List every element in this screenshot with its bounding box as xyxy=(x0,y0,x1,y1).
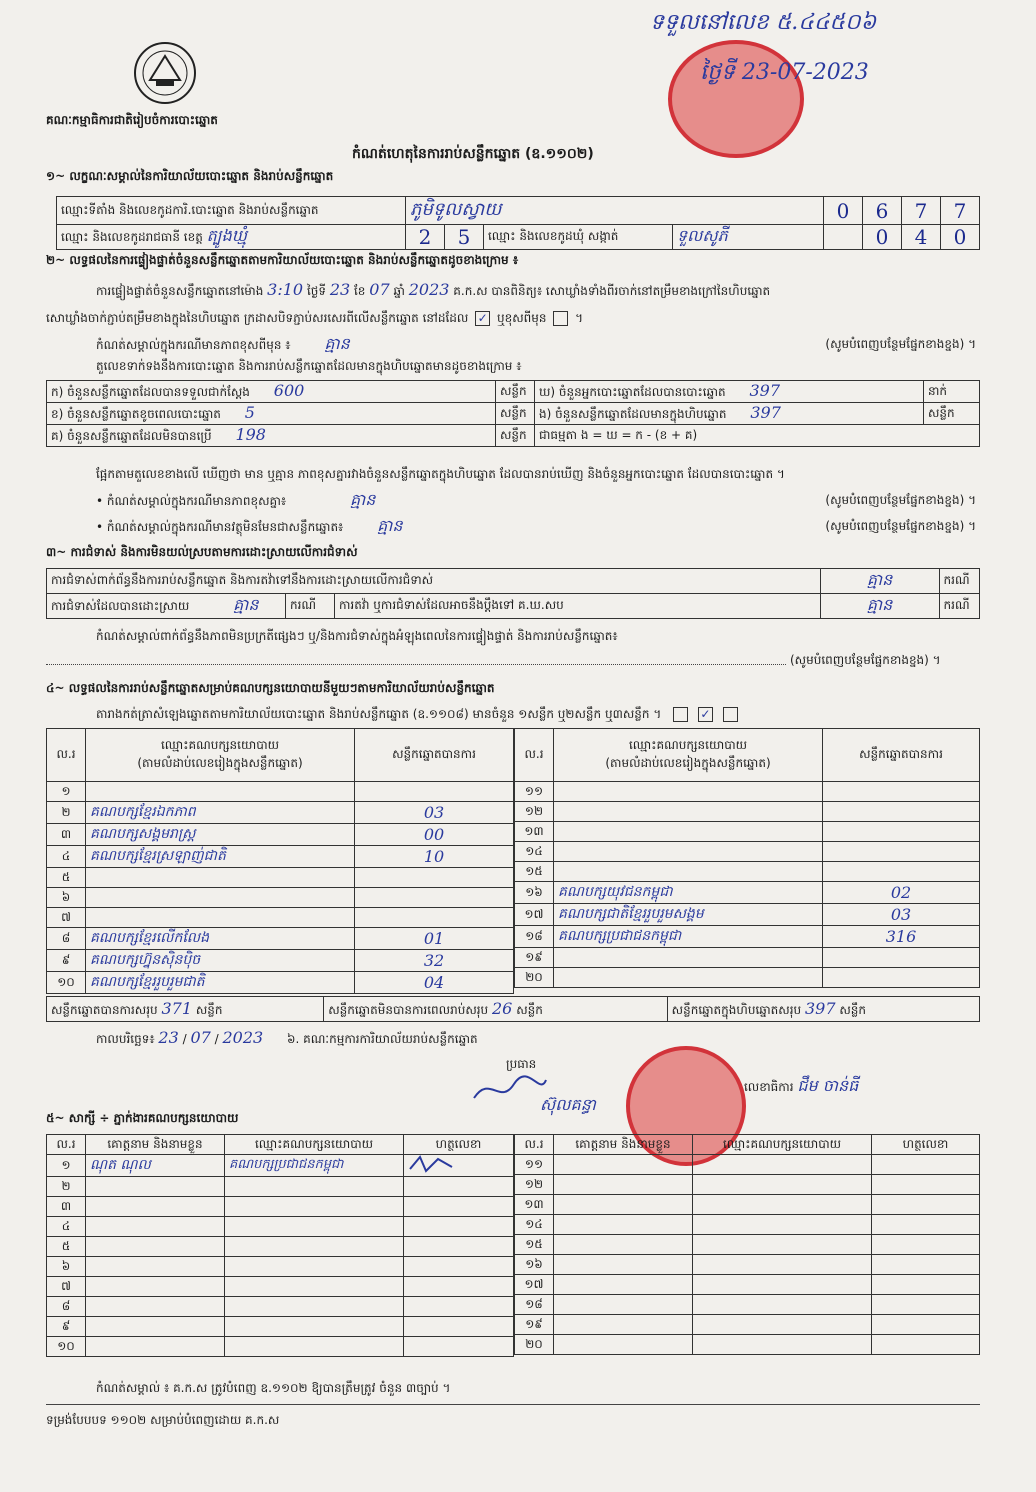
witness-signature xyxy=(872,1175,980,1195)
party-votes xyxy=(355,782,514,802)
witness-signature xyxy=(404,1277,514,1297)
row-number: ៣ xyxy=(47,1197,86,1217)
row-number: ១៧ xyxy=(515,1275,554,1295)
row-number: ១៨ xyxy=(515,926,554,948)
party-name: គណបក្សហ្វ៊ុនស៊ិនប៉ិច xyxy=(86,950,355,972)
party-votes: 316 xyxy=(823,926,980,948)
location-label: ឈ្មោះទីតាំង និងលេខកូដការិ.បោះឆ្នោត និងរាប់សន្លឹកឆ្នោត xyxy=(57,197,406,225)
witness-signature xyxy=(404,1257,514,1277)
code-digit: 0 xyxy=(824,197,863,225)
sheet2-checkbox[interactable]: ✓ xyxy=(698,707,713,722)
row-number: ១១ xyxy=(515,782,554,802)
row-number: ៤ xyxy=(47,846,86,868)
different-checkbox[interactable] xyxy=(553,311,568,326)
witness-signature xyxy=(872,1195,980,1215)
party-votes xyxy=(823,782,980,802)
formula: ជាធម្មតា ង = ឃ = ក - (ខ + គ) xyxy=(535,425,980,447)
party-name xyxy=(554,822,823,842)
objection-table: ការជំទាស់ពាក់ព័ន្ធនឹងការរាប់សន្លឹកឆ្នោត និងការតវ៉ាទៅនឹងការដោះស្រាយលើការជំទាស់ គ្មាន ករណី ការជំទាស់ដែលបានដោះស្រាយ គ្មាន ករណី ការតវ៉ា ឬការជំទាស់ដែលអាចនឹងប្តឹងទៅ គ.ឃ.សប គ្មាន ករណី xyxy=(46,568,980,619)
difference-line: ផ្អែកតាមតួលេខខាងលើ ឃើញថា មាន ឬគ្មាន ភាពខុសគ្នារវាងចំនួនសន្លឹកឆ្នោតក្នុងហិបឆ្នោត ដែលបានរាប់ឃើញ និងចំនួនអ្នកបោះឆ្នោត ដែលបានបោះឆ្នោត ។ xyxy=(96,467,785,481)
row-number: ៧ xyxy=(47,1277,86,1297)
party-results-left: ល.រ ឈ្មោះគណបក្សនយោបាយ (តាមលំដាប់លេខរៀងក្នុងសន្លឹកឆ្នោត) សន្លឹកឆ្នោតបានការ ១ ២ គណបក្សខ្មែរឯកភាព 03 ៣ គណបក្សសង្គមរាស្ត្រ 00 ៤ គណបក្សខ្មែរស្រឡាញ់ជាតិ 10 ៥ ៦ ៧ ៨ គណបក្សខ្មែរលើកលែង 01 ៩ គណបក្សហ្វ៊ុនស៊ិនប៉ិច 32 ១០ គណបក្សខ្មែររួបរួមជាតិ 04 xyxy=(46,728,514,994)
witness-party xyxy=(693,1175,872,1195)
section1-heading: ១~ លក្ខណៈសម្គាល់នៃការិយាល័យបោះឆ្នោត និងរាប់សន្លឹកឆ្នោត xyxy=(46,169,334,183)
witness-party xyxy=(225,1257,404,1277)
party-votes: 03 xyxy=(355,802,514,824)
party-name: គណបក្សខ្មែរស្រឡាញ់ជាតិ xyxy=(86,846,355,868)
sheet3-checkbox[interactable] xyxy=(723,707,738,722)
same-checkbox[interactable]: ✓ xyxy=(475,311,490,326)
row-number: ១៧ xyxy=(515,904,554,926)
party-votes: 01 xyxy=(355,928,514,950)
party-name: គណបក្សជាតិខ្មែររួបរួមសង្គម xyxy=(554,904,823,926)
party-row xyxy=(47,972,514,994)
party-votes: 00 xyxy=(355,824,514,846)
witness-signature xyxy=(872,1295,980,1315)
witness-party xyxy=(693,1275,872,1295)
witness-signature xyxy=(872,1315,980,1335)
footer-divider xyxy=(46,1404,980,1405)
nec-emblem-icon xyxy=(132,40,198,106)
witness-row xyxy=(515,1175,980,1195)
witness-party xyxy=(693,1295,872,1315)
party-name xyxy=(554,802,823,822)
province-digit: 5 xyxy=(445,225,484,250)
party-votes xyxy=(823,948,980,968)
witness-party xyxy=(225,1337,404,1357)
party-votes: 32 xyxy=(355,950,514,972)
commune-value: ទួលសូភី xyxy=(673,225,824,250)
date-line: កាលបរិច្ឆេទ៖ 23 / 07 / 2023 ៦. គណៈកម្មការការិយាល័យរាប់សន្លឹកឆ្នោត xyxy=(96,1028,478,1047)
party-row xyxy=(47,868,514,888)
party-row xyxy=(515,904,980,926)
witness-name xyxy=(554,1195,693,1215)
total-invalid: 26 xyxy=(492,998,513,1018)
row-number: ១៤ xyxy=(515,1215,554,1235)
party-row xyxy=(47,950,514,972)
appeal-count: គ្មាន xyxy=(820,594,939,619)
party-name xyxy=(554,968,823,988)
chair-label: ប្រធាន xyxy=(506,1057,537,1071)
witness-row xyxy=(47,1217,514,1237)
witness-name xyxy=(554,1255,693,1275)
witness-name xyxy=(86,1337,225,1357)
row-number: ៦ xyxy=(47,888,86,908)
witness-signature xyxy=(404,1177,514,1197)
total-in-box: 397 xyxy=(804,998,836,1018)
party-row xyxy=(47,782,514,802)
witness-row xyxy=(515,1315,980,1335)
witness-row xyxy=(515,1195,980,1215)
commune-digit: 0 xyxy=(863,225,902,250)
code-digit: 7 xyxy=(941,197,980,225)
party-name xyxy=(86,888,355,908)
received-date: ថ្ងៃទី 23-07-2023 xyxy=(700,60,869,85)
witness-row xyxy=(47,1155,514,1177)
row-number: ៤ xyxy=(47,1217,86,1237)
page-title: កំណត់ហេតុនៃការរាប់សន្លឹកឆ្នោត (ឧ.១១០២) xyxy=(352,146,594,162)
row-number: ២ xyxy=(47,802,86,824)
ballot-count-table: ក) ចំនួនសន្លឹកឆ្នោតដែលបានទទួលជាក់ស្តែង 600 សន្លឹក ឃ) ចំនួនអ្នកបោះឆ្នោតដែលបានបោះឆ្នោត 397 នាក់ ខ) ចំនួនសន្លឹកឆ្នោតខូចពេលបោះឆ្នោត 5 សន្លឹក ង) ចំនួនសន្លឹកឆ្នោតដែលមានក្នុងហិបឆ្នោត 397 សន្លឹក គ) ចំនួនសន្លឹកឆ្នោតដែលមិនបានប្រើ 198 សន្លឹក ជាធម្មតា ង = ឃ = ក - (ខ + គ) xyxy=(46,380,980,447)
party-name xyxy=(554,782,823,802)
witness-name xyxy=(554,1215,693,1235)
row-number: ១២ xyxy=(515,1175,554,1195)
party-name xyxy=(86,908,355,928)
row-number: ១៩ xyxy=(515,1315,554,1335)
commune-label: ឈ្មោះ និងលេខកូដឃុំ សង្កាត់ xyxy=(484,225,673,250)
footnote: កំណត់សម្គាល់ ៖ គ.ក.ស ត្រូវបំពេញ ឧ.១១០២ ឱ្យបានត្រឹមត្រូវ ចំនួន ៣ច្បាប់ ។ xyxy=(96,1381,451,1395)
row-number: ៦ xyxy=(47,1257,86,1277)
witness-row xyxy=(47,1237,514,1257)
received-ballots: ក) ចំនួនសន្លឹកឆ្នោតដែលបានទទួលជាក់ស្តែង 600 xyxy=(47,381,496,403)
irregularity-note: កំណត់សម្គាល់ពាក់ព័ន្ធនឹងភាពមិនប្រក្រតីផ្សេងៗ ឬ/និងការជំទាស់ក្នុងអំឡុងពេលនៃការផ្ទៀងផ្ទាត់ និងការរាប់សន្លឹកឆ្នោត៖ xyxy=(96,629,618,643)
secretary-name: ជឹម ចាន់ធី xyxy=(797,1076,859,1095)
section2-heading: ២~ លទ្ធផលនៃការផ្ទៀងផ្ទាត់ចំនួនសន្លឹកឆ្នោតតាមការិយាល័យបោះឆ្នោត និងរាប់សន្លឹកឆ្នោតដូចខាងក្រោម ៖ xyxy=(46,253,519,267)
witness-party xyxy=(225,1277,404,1297)
witness-signature xyxy=(872,1215,980,1235)
witness-name xyxy=(86,1177,225,1197)
party-results-right: ល.រ ឈ្មោះគណបក្សនយោបាយ (តាមលំដាប់លេខរៀងក្នុងសន្លឹកឆ្នោត) សន្លឹកឆ្នោតបានការ ១១ ១២ ១៣ ១៤ ១៥ ១៦ គណបក្សយុវជនកម្ពុជា 02 ១៧ គណបក្សជាតិខ្មែររួបរួមសង្គម 03 ១៨ គណបក្សប្រជាជនកម្ពុជា 316 ១៩ ២០ xyxy=(514,728,980,988)
party-row xyxy=(515,968,980,988)
secretary-line: លេខាធិការ ជឹម ចាន់ធី xyxy=(744,1076,859,1095)
witness-name xyxy=(86,1257,225,1277)
verify-day: 23 xyxy=(329,280,351,299)
row-number: ២០ xyxy=(515,1335,554,1355)
row-number: ១០ xyxy=(47,1337,86,1357)
province-digit: 2 xyxy=(406,225,445,250)
row-number: ១៣ xyxy=(515,822,554,842)
witness-party xyxy=(225,1297,404,1317)
party-votes xyxy=(355,888,514,908)
party-name xyxy=(554,948,823,968)
party-name xyxy=(86,782,355,802)
row-number: ១៤ xyxy=(515,842,554,862)
witness-name xyxy=(554,1335,693,1355)
witness-party xyxy=(693,1195,872,1215)
numbers-intro: តួលេខទាក់ទងនឹងការបោះឆ្នោត និងការរាប់សន្លឹកឆ្នោតដែលមានក្នុងហិបឆ្នោតមានដូចខាងក្រោម ៖ xyxy=(96,359,522,373)
witness-party xyxy=(693,1155,872,1175)
party-row xyxy=(515,782,980,802)
totals-row: សន្លឹកឆ្នោតបានការសរុប 371 សន្លឹក សន្លឹកឆ្នោតមិនបានការពេលរាប់សរុប 26 សន្លឹក សន្លឹកឆ្នោតក្នុងហិបឆ្នោតសរុប 397 សន្លឹក xyxy=(46,996,980,1022)
row-number: ៩ xyxy=(47,1317,86,1337)
party-row xyxy=(515,862,980,882)
witness-row xyxy=(515,1335,980,1355)
row-number: ៨ xyxy=(47,928,86,950)
witness-signature xyxy=(404,1237,514,1257)
party-votes xyxy=(355,868,514,888)
witness-signature xyxy=(872,1275,980,1295)
witness-signature xyxy=(872,1155,980,1175)
witness-signature xyxy=(404,1197,514,1217)
witness-party xyxy=(225,1177,404,1197)
witness-party xyxy=(225,1217,404,1237)
province-label: ឈ្មោះ និងលេខកូដរាជធានី ខេត្ត ត្បូងឃ្មុំ xyxy=(57,225,406,250)
party-votes: 03 xyxy=(823,904,980,926)
witness-party xyxy=(693,1215,872,1235)
witness-name xyxy=(554,1155,693,1175)
row-number: ៣ xyxy=(47,824,86,846)
row-number: ៩ xyxy=(47,950,86,972)
party-row xyxy=(47,928,514,950)
party-row xyxy=(515,948,980,968)
party-name: គណបក្សយុវជនកម្ពុជា xyxy=(554,882,823,904)
party-name: គណបក្សសង្គមរាស្ត្រ xyxy=(86,824,355,846)
witness-row xyxy=(515,1255,980,1275)
row-number: ១១ xyxy=(515,1155,554,1175)
witness-party xyxy=(693,1335,872,1355)
witness-party xyxy=(693,1235,872,1255)
section3-heading: ៣~ ការជំទាស់ និងការមិនយល់ស្របតាមការដោះស្រាយលើការជំទាស់ xyxy=(46,545,358,559)
party-votes: 10 xyxy=(355,846,514,868)
election-form-page: គណៈកម្មាធិការជាតិរៀបចំការបោះឆ្នោត ទទួលនៅលេខ ៥.៤៤៥០៦ ថ្ងៃទី 23-07-2023 កំណត់ហេតុនៃការរាប់សន្លឹកឆ្នោត (ឧ.១១០២) ១~ លក្ខណៈសម្គាល់នៃការិយាល័យបោះឆ្នោត និងរាប់សន្លឹកឆ្នោត ឈ្មោះទីតាំង និងលេខកូដការិ.បោះឆ្នោត និងរាប់សន្លឹកឆ្នោត ភូមិទូលស្វាយ 0 6 7 7 ឈ្មោះ និងលេខកូដរាជធានី ខេត្ត ត្បូងឃ្មុំ 2 5 ឈ្មោះ និងលេខកូដឃុំ សង្កាត់ ទួលសូភី 0 4 0 ២~ លទ្ធផលនៃការផ្ទៀងផ្ទាត់ចំនួនសន្លឹកឆ្នោតតាមការិយាល័យបោះឆ្នោត និងរាប់សន្លឹកឆ្នោតដូចខាងក្រោម ៖ ការផ្ទៀងផ្ទាត់ចំនួនសន្លឹកឆ្នោតនៅម៉ោង 3:10 ថ្ងៃទី 23 ខែ 07 ឆ្នាំ 2023 គ.ក.ស បានពិនិត្យ៖ សោឃ្លាំងទាំងពីរចាក់នៅតម្រឹមខាងក្រៅនៃហិបឆ្នោត សោឃ្លាំងចាក់ភ្ជាប់តម្រឹមខាងក្នុងនៃហិបឆ្នោត ក្រដាសបិទភ្ជាប់សរសេរពីលើសន្លឹកឆ្នោត នៅដដែល ✓ ឬខុសពីមុន ។ កំណត់សម្គាល់ក្នុងករណីមានភាពខុសពីមុន ៖ គ្មាន (សូមបំពេញបន្ថែមផ្នែកខាងខ្នង) ។ តួលេខទាក់ទងនឹងការបោះឆ្នោត និងការរាប់សន្លឹកឆ្នោតដែលមានក្នុងហិបឆ្នោតមានដូចខាងក្រោម ៖ ក) ចំនួនសន្លឹកឆ្នោតដែលបានទទួលជាក់ស្តែង 600 សន្លឹក ឃ) ចំនួនអ្នកបោះឆ្នោតដែលបានបោះឆ្នោត 397 នាក់ ខ) ចំនួនសន្លឹកឆ្នោតខូចពេលបោះឆ្នោត 5 សន្លឹក ង) ចំនួនសន្លឹកឆ្នោតដែលមានក្នុងហិបឆ្នោត 397 សន្លឹក គ) ចំនួនសន្លឹកឆ្នោតដែលមិនបានប្រើ 198 សន្លឹក ជាធម្មតា ង = ឃ = ក - (ខ + គ) ផ្អែកតាមតួលេខខាងលើ ឃើញថា មាន ឬគ្មាន ភាពខុសគ្នារវាងចំនួនសន្លឹកឆ្នោតក្នុងហិបឆ្នោត ដែលបានរាប់ឃើញ និងចំនួនអ្នកបោះឆ្នោត ដែលបានបោះឆ្នោត ។ • កំណត់សម្គាល់ក្នុងករណីមានភាពខុសគ្នា៖ គ្មាន (សូមបំពេញបន្ថែមផ្នែកខាងខ្នង) ។ • កំណត់សម្គាល់ក្នុងករណីមានវត្ថុមិនមែនជាសន្លឹកឆ្នោត៖ គ្មាន (សូមបំពេញបន្ថែមផ្នែកខាងខ្នង) ។ ៣~ ការជំទាស់ និងការមិនយល់ស្របតាមការដោះស្រាយលើការជំទាស់ ការជំទាស់ពាក់ព័ន្ធនឹងការរាប់សន្លឹកឆ្នោត និងការតវ៉ាទៅនឹងការដោះស្រាយលើការជំទាស់ គ្មាន ករណី ការជំទាស់ដែលបានដោះស្រាយ គ្មាន ករណី ការតវ៉ា ឬការជំទាស់ដែលអាចនឹងប្តឹងទៅ គ.ឃ.សប គ្មាន ករណី កំណត់សម្គាល់ពាក់ព័ន្ធនឹងភាពមិនប្រក្រតីផ្សេងៗ ឬ/និងការជំទាស់ក្នុងអំឡុងពេលនៃការផ្ទៀងផ្ទាត់ និងការរាប់សន្លឹកឆ្នោត៖ (សូមបំពេញបន្ថែមផ្នែកខាងខ្នង) ។ ៤~ លទ្ធផលនៃការរាប់សន្លឹកឆ្នោតសម្រាប់គណបក្សនយោបាយនីមួយៗតាមការិយាល័យរាប់សន្លឹកឆ្នោត តារាងកត់ត្រាសំឡេងឆ្នោតតាមការិយាល័យបោះឆ្នោត និងរាប់សន្លឹកឆ្នោត (ឧ.១១០៨) មានចំនួន ១សន្លឹក ឬ២សន្លឹក ឬ៣សន្លឹក ។ ✓ ល.រ ឈ្មោះគណបក្សនយោបាយ (តាមលំដាប់លេខរៀងក្នុងសន្លឹកឆ្នោត) សន្លឹកឆ្នោតបានការ ១ ២ គណបក្សខ្មែរឯកភាព 03 ៣ គណបក្សសង្គមរាស្ត្រ 00 ៤ គណបក្សខ្មែរស្រឡាញ់ជាតិ 10 ៥ ៦ ៧ ៨ គណបក្សខ្មែរលើកលែង 01 ៩ គណបក្សហ្វ៊ុនស៊ិនប៉ិច 32 ១០ គណបក្សខ្មែររួបរួមជាតិ 04 ល.រ ឈ្មោះគណបក្សនយោបាយ (តាមលំដាប់លេខរៀងក្នុងសន្លឹកឆ្នោត) សន្លឹកឆ្នោតបានការ ១១ ១២ ១៣ ១៤ ១៥ ១៦ គណបក្សយុវជនកម្ពុជា 02 ១៧ គណបក្សជាតិខ្មែររួបរួមសង្គម 03 ១៨ គណបក្សប្រជាជនកម្ពុជា 316 ១៩ ២០ សន្លឹកឆ្នោតបានការសរុប 371 សន្លឹក សន្លឹកឆ្នោតមិនបានការពេលរាប់សរុប 26 សន្លឹក សន្លឹកឆ្នោតក្នុងហិបឆ្នោតសរុប 397 សន្លឹក កាលបរិច្ឆេទ៖ 23 / 07 / 2023 ៦. គណៈកម្មការការិយាល័យរាប់សន្លឹកឆ្នោត ប្រធាន ស៊ុលគន្ធា លេខាធិការ ជឹម ចាន់ធី ៥~ សាក្សី ÷ ភ្នាក់ងារគណបក្សនយោបាយ ល.រ គោត្តនាម និងនាមខ្លួន ឈ្មោះគណបក្សនយោបាយ ហត្ថលេខា ១ ណុត ណុល គណបក្សប្រជាជនកម្ពុជា ២ ៣ ៤ ៥ ៦ ៧ ៨ ៩ ១០ ល.រ គោត្តនាម និងនាមខ្លួន ឈ្មោះគណបក្សនយោបាយ ហត្ថលេខា ១១ ១២ ១៣ ១៤ ១៥ ១៦ ១៧ ១៨ ១៩ ២០ កំណត់សម្គាល់ ៖ គ.ក.ស ត្រូវបំពេញ ឧ.១១០២ ឱ្យបានត្រឹមត្រូវ ចំនួន ៣ច្បាប់ ។ ទម្រង់បែបបទ ១១០២ សម្រាប់បំពេញដោយ គ.ក.ស xyxy=(0,0,1036,1492)
row-number: ១៦ xyxy=(515,882,554,904)
verify-line1: ការផ្ទៀងផ្ទាត់ចំនួនសន្លឹកឆ្នោតនៅម៉ោង 3:10 ថ្ងៃទី 23 ខែ 07 ឆ្នាំ 2023 គ.ក.ស បានពិនិត្យ៖ សោឃ្លាំងទាំងពីរចាក់នៅតម្រឹមខាងក្រៅនៃហិបឆ្នោត xyxy=(96,280,771,299)
witness-signature xyxy=(872,1255,980,1275)
party-name xyxy=(554,862,823,882)
section4-heading: ៤~ លទ្ធផលនៃការរាប់សន្លឹកឆ្នោតសម្រាប់គណបក្សនយោបាយនីមួយៗតាមការិយាល័យរាប់សន្លឹកឆ្នោត xyxy=(46,681,495,695)
row-number: ១ xyxy=(47,782,86,802)
witness-row xyxy=(515,1295,980,1315)
party-row xyxy=(47,802,514,824)
unused-ballots: គ) ចំនួនសន្លឹកឆ្នោតដែលមិនបានប្រើ 198 xyxy=(47,425,496,447)
witness-name xyxy=(86,1197,225,1217)
witness-signature xyxy=(404,1297,514,1317)
spoiled-ballots: ខ) ចំនួនសន្លឹកឆ្នោតខូចពេលបោះឆ្នោត 5 xyxy=(47,403,496,425)
witness-table-left: ល.រ គោត្តនាម និងនាមខ្លួន ឈ្មោះគណបក្សនយោបាយ ហត្ថលេខា ១ ណុត ណុល គណបក្សប្រជាជនកម្ពុជា ២ ៣ ៤ ៥ ៦ ៧ ៨ ៩ ១០ xyxy=(46,1134,514,1357)
diff-note-value: គ្មាន xyxy=(324,334,350,353)
row-number: ២០ xyxy=(515,968,554,988)
witness-row xyxy=(47,1337,514,1357)
witness-table-right: ល.រ គោត្តនាម និងនាមខ្លួន ឈ្មោះគណបក្សនយោបាយ ហត្ថលេខា ១១ ១២ ១៣ ១៤ ១៥ ១៦ ១៧ ១៨ ១៩ ២០ xyxy=(514,1134,980,1355)
row-number: ១៦ xyxy=(515,1255,554,1275)
witness-name xyxy=(554,1175,693,1195)
code-digit: 7 xyxy=(902,197,941,225)
party-row xyxy=(515,842,980,862)
witness-name xyxy=(86,1317,225,1337)
row-number: ១៣ xyxy=(515,1195,554,1215)
party-votes xyxy=(823,822,980,842)
party-votes xyxy=(823,968,980,988)
witness-signature xyxy=(404,1217,514,1237)
received-number: ទទួលនៅលេខ ៥.៤៤៥០៦ xyxy=(650,10,877,35)
witness-row xyxy=(47,1277,514,1297)
witness-signature xyxy=(404,1317,514,1337)
witness-signature xyxy=(404,1155,514,1177)
party-name: គណបក្សខ្មែរឯកភាព xyxy=(86,802,355,824)
witness-name xyxy=(86,1297,225,1317)
party-name: គណបក្សប្រជាជនកម្ពុជា xyxy=(554,926,823,948)
row-number: ៧ xyxy=(47,908,86,928)
voters-count: ឃ) ចំនួនអ្នកបោះឆ្នោតដែលបានបោះឆ្នោត 397 xyxy=(535,381,924,403)
sheet-count-line: តារាងកត់ត្រាសំឡេងឆ្នោតតាមការិយាល័យបោះឆ្នោត និងរាប់សន្លឹកឆ្នោត (ឧ.១១០៨) មានចំនួន ១សន្លឹក ឬ២សន្លឹក ឬ៣សន្លឹក ។ ✓ xyxy=(96,706,741,722)
witness-row xyxy=(515,1275,980,1295)
total-valid: 371 xyxy=(161,998,193,1018)
witness-row xyxy=(515,1215,980,1235)
verify-month: 07 xyxy=(369,280,390,299)
witness-name xyxy=(86,1217,225,1237)
party-name xyxy=(554,842,823,862)
row-number: ១៥ xyxy=(515,862,554,882)
row-number: ១៩ xyxy=(515,948,554,968)
witness-name xyxy=(86,1237,225,1257)
row-number: ១០ xyxy=(47,972,86,994)
row-number: ១ xyxy=(47,1155,86,1177)
party-votes xyxy=(355,908,514,928)
witness-row xyxy=(47,1317,514,1337)
witness-row xyxy=(47,1257,514,1277)
code-digit: 6 xyxy=(863,197,902,225)
row-number: ៥ xyxy=(47,1237,86,1257)
party-row xyxy=(515,926,980,948)
witness-name xyxy=(554,1275,693,1295)
witness-name xyxy=(86,1277,225,1297)
witness-name xyxy=(554,1295,693,1315)
party-name: គណបក្សខ្មែរលើកលែង xyxy=(86,928,355,950)
party-row xyxy=(47,908,514,928)
witness-party xyxy=(693,1315,872,1335)
province-value: ត្បូងឃ្មុំ xyxy=(206,226,247,245)
witness-row xyxy=(47,1177,514,1197)
witness-signature xyxy=(404,1337,514,1357)
verify-time: 3:10 xyxy=(267,280,304,299)
row-number: ៨ xyxy=(47,1297,86,1317)
witness-party xyxy=(225,1317,404,1337)
witness-party xyxy=(693,1255,872,1275)
witness-name xyxy=(554,1315,693,1335)
objection-count: គ្មាន xyxy=(820,569,939,594)
witness-signature xyxy=(872,1235,980,1255)
location-value: ភូមិទូលស្វាយ xyxy=(406,197,824,225)
verify-line2: សោឃ្លាំងចាក់ភ្ជាប់តម្រឹមខាងក្នុងនៃហិបឆ្នោត ក្រដាសបិទភ្ជាប់សរសេរពីលើសន្លឹកឆ្នោត នៅដដែល ✓ ឬខុសពីមុន ។ xyxy=(46,311,584,325)
witness-row xyxy=(515,1235,980,1255)
party-name: គណបក្សខ្មែររួបរួមជាតិ xyxy=(86,972,355,994)
row-number: ១៥ xyxy=(515,1235,554,1255)
witness-party xyxy=(225,1237,404,1257)
witness-party: គណបក្សប្រជាជនកម្ពុជា xyxy=(225,1155,404,1177)
bullet-non-ballot: • កំណត់សម្គាល់ក្នុងករណីមានវត្ថុមិនមែនជាសន្លឹកឆ្នោត៖ គ្មាន (សូមបំពេញបន្ថែមផ្នែកខាងខ្នង) ។ xyxy=(96,516,976,535)
sheet1-checkbox[interactable] xyxy=(673,707,688,722)
witness-party xyxy=(225,1197,404,1217)
witness-name: ណុត ណុល xyxy=(86,1155,225,1177)
bullet-difference: • កំណត់សម្គាល់ក្នុងករណីមានភាពខុសគ្នា៖ គ្មាន (សូមបំពេញបន្ថែមផ្នែកខាងខ្នង) ។ xyxy=(96,490,976,509)
party-row xyxy=(515,882,980,904)
party-votes xyxy=(823,842,980,862)
row-number: ៥ xyxy=(47,868,86,888)
section5-heading: ៥~ សាក្សី ÷ ភ្នាក់ងារគណបក្សនយោបាយ xyxy=(46,1111,239,1125)
chair-signature-icon xyxy=(470,1070,550,1110)
ballots-in-box: ង) ចំនួនសន្លឹកឆ្នោតដែលមានក្នុងហិបឆ្នោត 397 xyxy=(535,403,924,425)
witness-row xyxy=(47,1297,514,1317)
commune-digit: 0 xyxy=(941,225,980,250)
row-number: ២ xyxy=(47,1177,86,1197)
party-row xyxy=(47,846,514,868)
witness-row xyxy=(515,1155,980,1175)
chair-name: ស៊ុលគន្ធា xyxy=(540,1095,596,1114)
party-votes xyxy=(823,862,980,882)
witness-name xyxy=(554,1235,693,1255)
witness-row xyxy=(47,1197,514,1217)
party-votes: 02 xyxy=(823,882,980,904)
signature-icon xyxy=(408,1155,458,1173)
form-note: ទម្រង់បែបបទ ១១០២ សម្រាប់បំពេញដោយ គ.ក.ស xyxy=(46,1413,280,1427)
party-row xyxy=(515,822,980,842)
section1-table xyxy=(56,196,980,250)
witness-signature xyxy=(872,1335,980,1355)
diff-note-line: កំណត់សម្គាល់ក្នុងករណីមានភាពខុសពីមុន ៖ គ្មាន (សូមបំពេញបន្ថែមផ្នែកខាងខ្នង) ។ xyxy=(96,334,976,353)
party-row xyxy=(515,802,980,822)
party-name xyxy=(86,868,355,888)
verify-year: 2023 xyxy=(408,280,450,299)
party-row xyxy=(47,824,514,846)
party-row xyxy=(47,888,514,908)
row-number: ១៨ xyxy=(515,1295,554,1315)
row-number: ១២ xyxy=(515,802,554,822)
party-votes: 04 xyxy=(355,972,514,994)
party-votes xyxy=(823,802,980,822)
committee-name: គណៈកម្មាធិការជាតិរៀបចំការបោះឆ្នោត xyxy=(46,113,218,127)
commune-digit: 4 xyxy=(902,225,941,250)
